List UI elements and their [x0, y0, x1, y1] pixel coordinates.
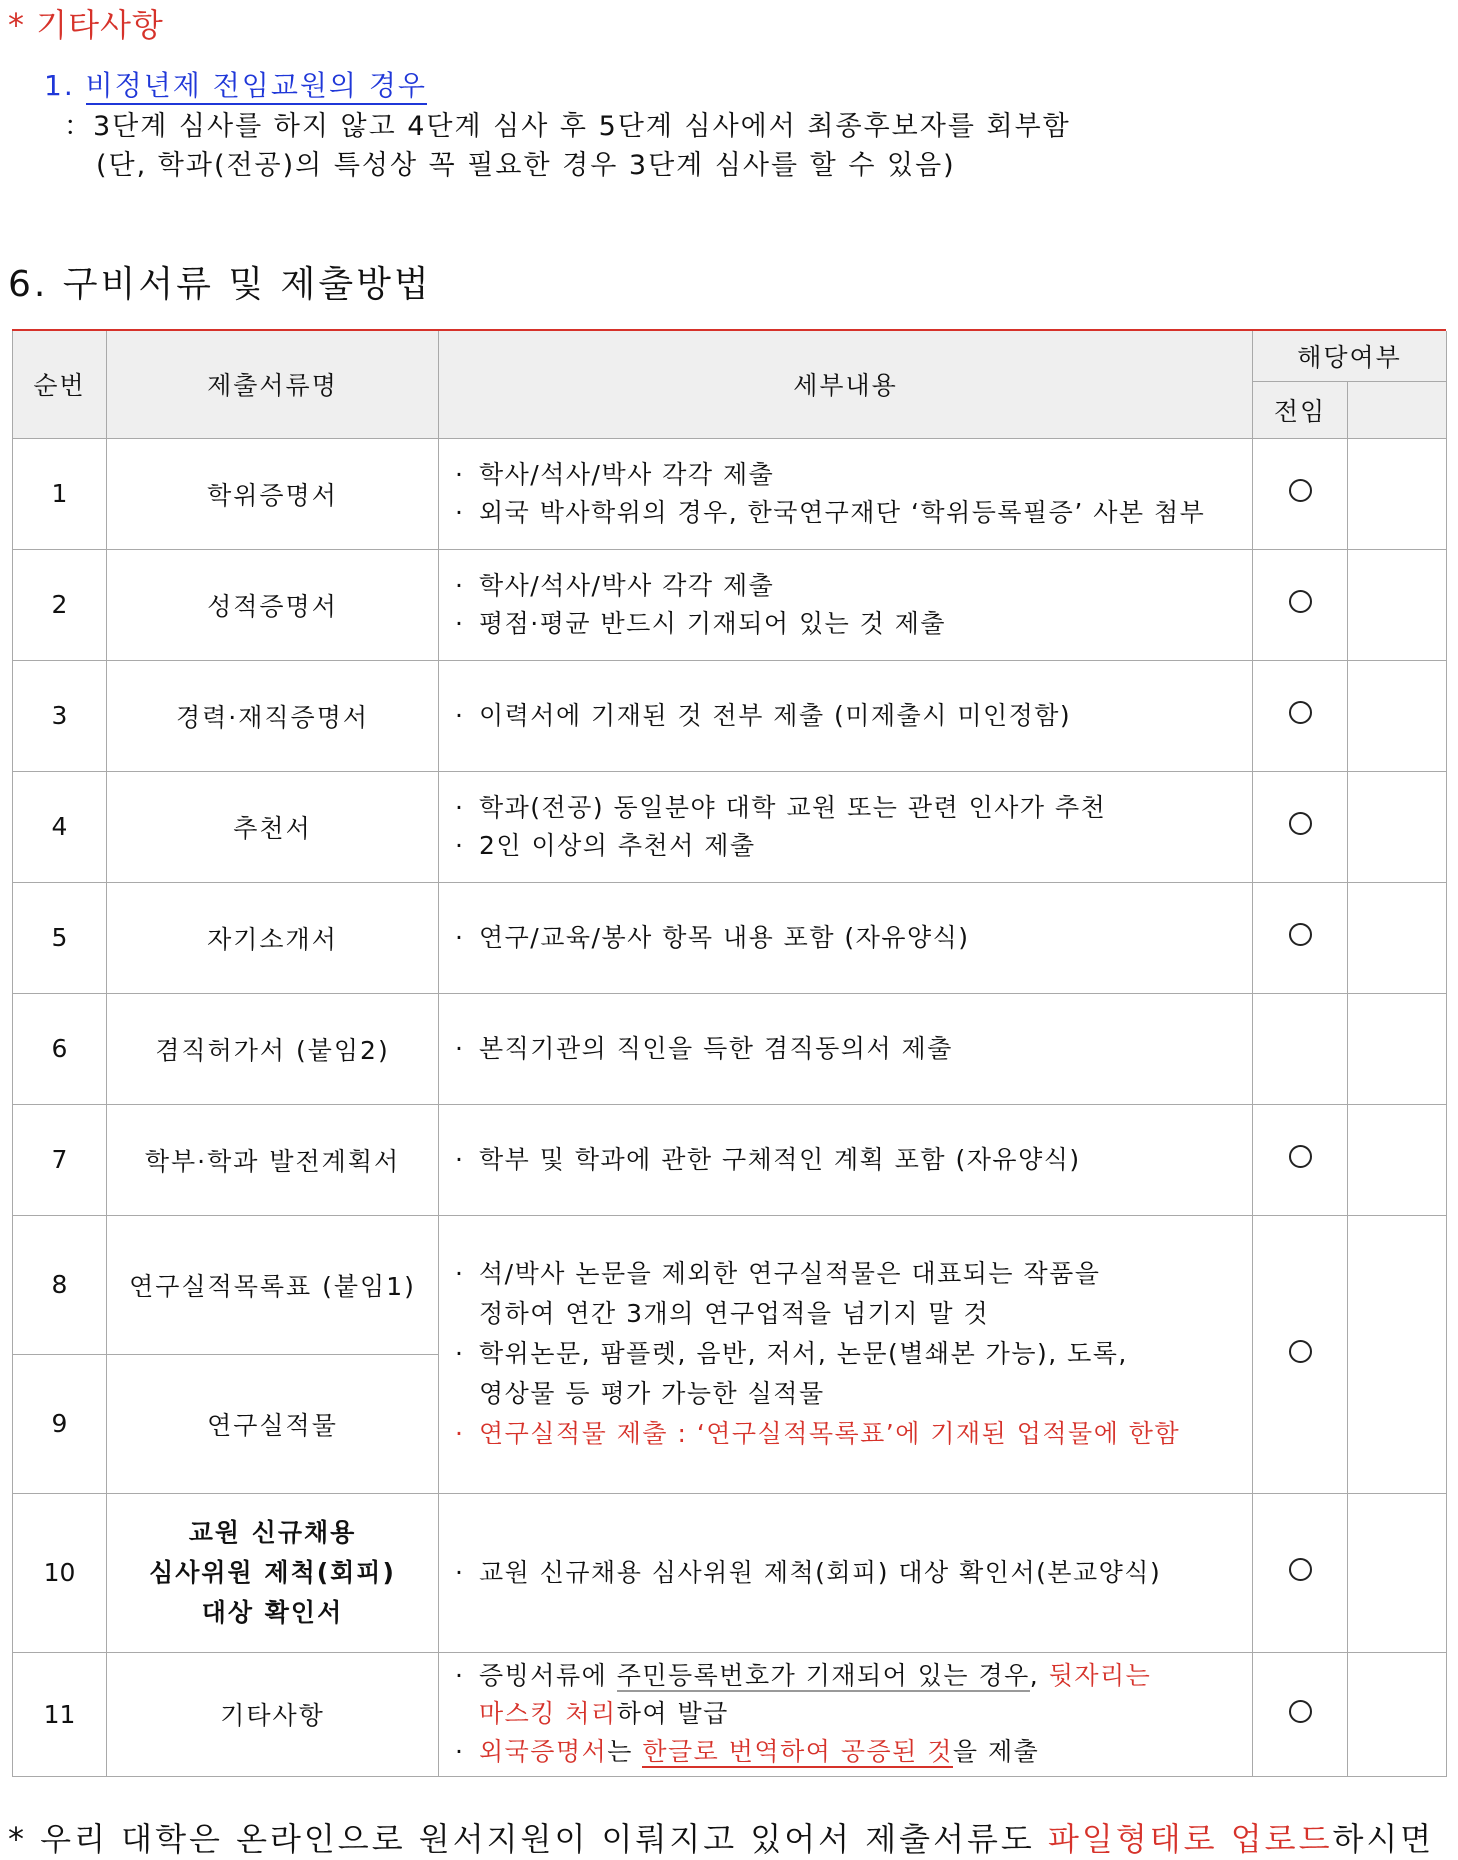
row-mark	[1253, 549, 1348, 660]
circle-mark-icon	[1289, 479, 1312, 502]
row-blank	[1348, 1104, 1447, 1215]
highlight-text: 뒷자리는	[1048, 1661, 1152, 1690]
row-no: 10	[13, 1493, 107, 1652]
text-part: 하여 발급	[616, 1699, 729, 1728]
detail-line: · 학사/석사/박사 각각 제출	[455, 567, 1252, 605]
row-blank	[1348, 549, 1447, 660]
row-no: 9	[13, 1354, 107, 1493]
header-applicable: 해당여부	[1253, 331, 1447, 381]
detail-line	[455, 1733, 1252, 1771]
row-name: 학부·학과 발전계획서	[107, 1104, 439, 1215]
circle-mark-icon	[1289, 1340, 1312, 1363]
circle-mark-icon	[1289, 701, 1312, 724]
detail-line: · 학과(전공) 동일분야 대학 교원 또는 관련 인사가 추천	[455, 789, 1252, 827]
table-row	[13, 549, 1447, 660]
footer-highlight: 파일형태로 업로드	[1048, 1820, 1333, 1858]
note-item-title-text: 비정년제 전임교원의 경우	[86, 69, 427, 105]
header-fulltime: 전임	[1253, 381, 1348, 438]
note-item-title	[44, 64, 427, 104]
row-no: 3	[13, 660, 107, 771]
detail-line: · 외국 박사학위의 경우, 한국연구재단 ‘학위등록필증’ 사본 첨부	[455, 494, 1252, 532]
detail-line: · 연구/교육/봉사 항목 내용 포함 (자유양식)	[455, 919, 1252, 957]
row-mark	[1253, 1493, 1348, 1652]
row-blank	[1348, 1652, 1447, 1776]
row-detail	[439, 1104, 1253, 1215]
row-name	[107, 1493, 439, 1652]
row-name: 자기소개서	[107, 882, 439, 993]
name-line: 심사위원 제척(회피)	[149, 1557, 396, 1587]
row-detail	[439, 1493, 1253, 1652]
row-detail	[439, 993, 1253, 1104]
footer-note	[8, 1814, 1434, 1860]
highlight-text: 외국증명서	[479, 1737, 608, 1766]
notes-heading: * 기타사항	[8, 6, 164, 44]
row-mark	[1253, 1104, 1348, 1215]
text-part: 을 제출	[952, 1737, 1040, 1766]
row-mark	[1253, 771, 1348, 882]
row-no: 7	[13, 1104, 107, 1215]
row-no: 8	[13, 1215, 107, 1354]
detail-line: · 학위논문, 팜플렛, 음반, 저서, 논문(별쇄본 가능), 도록,	[455, 1334, 1252, 1374]
underlined-text: 주민등록번호가 기재되어 있는 경우	[616, 1661, 1030, 1690]
row-mark	[1253, 660, 1348, 771]
row-detail	[439, 882, 1253, 993]
header-detail: 세부내용	[439, 331, 1253, 438]
row-detail	[439, 771, 1253, 882]
name-line: 교원 신규채용	[188, 1517, 357, 1547]
row-mark	[1253, 993, 1348, 1104]
text-part: ,	[1029, 1661, 1049, 1690]
row-blank	[1348, 882, 1447, 993]
row-detail-research	[439, 1215, 1253, 1493]
header-no: 순번	[13, 331, 107, 438]
row-blank	[1348, 1215, 1447, 1493]
row-mark	[1253, 438, 1348, 549]
detail-line: · 석/박사 논문을 제외한 연구실적물은 대표되는 작품을	[455, 1254, 1252, 1294]
row-blank	[1348, 1493, 1447, 1652]
text-part: 증빙서류에	[479, 1661, 617, 1690]
circle-mark-icon	[1289, 590, 1312, 613]
row-name: 연구실적물	[107, 1354, 439, 1493]
detail-line	[455, 1657, 1252, 1695]
circle-mark-icon	[1289, 812, 1312, 835]
footer-text: * 우리 대학은 온라인으로 원서지원이 이뤄지고 있어서 제출서류도	[8, 1820, 1049, 1858]
row-blank	[1348, 993, 1447, 1104]
footer-text-end: 하시면	[1332, 1820, 1435, 1858]
detail-line: · 2인 이상의 추천서 제출	[455, 827, 1252, 865]
detail-line-cont: 영상물 등 평가 가능한 실적물	[479, 1379, 825, 1408]
highlight-text: 마스킹 처리	[479, 1699, 617, 1728]
row-name: 학위증명서	[107, 438, 439, 549]
header-name: 제출서류명	[107, 331, 439, 438]
row-no: 5	[13, 882, 107, 993]
row-mark	[1253, 882, 1348, 993]
detail-line: · 교원 신규채용 심사위원 제척(회피) 대상 확인서(본교양식)	[455, 1554, 1252, 1592]
note-line-1: ：3단계 심사를 하지 않고 4단계 심사 후 5단계 심사에서 최종후보자를 회부함	[64, 111, 1071, 142]
row-blank	[1348, 438, 1447, 549]
circle-mark-icon	[1289, 923, 1312, 946]
table-row	[13, 660, 1447, 771]
table-row	[13, 882, 1447, 993]
row-name: 겸직허가서 (붙임2)	[107, 993, 439, 1104]
row-no: 6	[13, 993, 107, 1104]
circle-mark-icon	[1289, 1145, 1312, 1168]
table-row	[13, 1104, 1447, 1215]
row-blank	[1348, 660, 1447, 771]
documents-table	[12, 331, 1447, 1777]
row-blank	[1348, 771, 1447, 882]
row-name: 연구실적목록표 (붙임1)	[107, 1215, 439, 1354]
detail-line-cont: 정하여 연간 3개의 연구업적을 넘기지 말 것	[479, 1299, 990, 1328]
row-no: 4	[13, 771, 107, 882]
circle-mark-icon	[1289, 1558, 1312, 1581]
table-row	[13, 1215, 1447, 1354]
circle-mark-icon	[1289, 1700, 1312, 1723]
row-detail	[439, 1652, 1253, 1776]
detail-line-cont	[455, 1695, 1252, 1733]
row-no: 1	[13, 438, 107, 549]
row-detail	[439, 549, 1253, 660]
table-row	[13, 993, 1447, 1104]
note-line-2: (단, 학과(전공)의 특성상 꼭 필요한 경우 3단계 심사를 할 수 있음)	[96, 150, 956, 181]
row-name: 경력·재직증명서	[107, 660, 439, 771]
detail-line: · 학사/석사/박사 각각 제출	[455, 456, 1252, 494]
text-part: 는	[607, 1737, 643, 1766]
detail-line-highlight: · 연구실적물 제출 : ‘연구실적목록표’에 기재된 업적물에 한함	[455, 1414, 1252, 1454]
table-row	[13, 771, 1447, 882]
name-line: 대상 확인서	[201, 1597, 344, 1627]
highlight-underlined-text: 한글로 번역하여 공증된 것	[642, 1737, 953, 1766]
header-blank	[1348, 381, 1447, 438]
detail-line: · 이력서에 기재된 것 전부 제출 (미제출시 미인정함)	[455, 697, 1252, 735]
note-item-number: 1.	[44, 69, 75, 102]
row-mark	[1253, 1215, 1348, 1493]
row-no: 11	[13, 1652, 107, 1776]
detail-line: · 학부 및 학과에 관한 구체적인 계획 포함 (자유양식)	[455, 1141, 1252, 1179]
row-name: 기타사항	[107, 1652, 439, 1776]
row-detail	[439, 660, 1253, 771]
table-row	[13, 1493, 1447, 1652]
row-detail	[439, 438, 1253, 549]
table-row	[13, 1652, 1447, 1776]
detail-line: · 본직기관의 직인을 득한 겸직동의서 제출	[455, 1030, 1252, 1068]
table-row	[13, 438, 1447, 549]
row-name: 성적증명서	[107, 549, 439, 660]
row-mark	[1253, 1652, 1348, 1776]
section-title: 6. 구비서류 및 제출방법	[8, 264, 432, 305]
row-no: 2	[13, 549, 107, 660]
row-name: 추천서	[107, 771, 439, 882]
detail-line: · 평점·평균 반드시 기재되어 있는 것 제출	[455, 605, 1252, 643]
